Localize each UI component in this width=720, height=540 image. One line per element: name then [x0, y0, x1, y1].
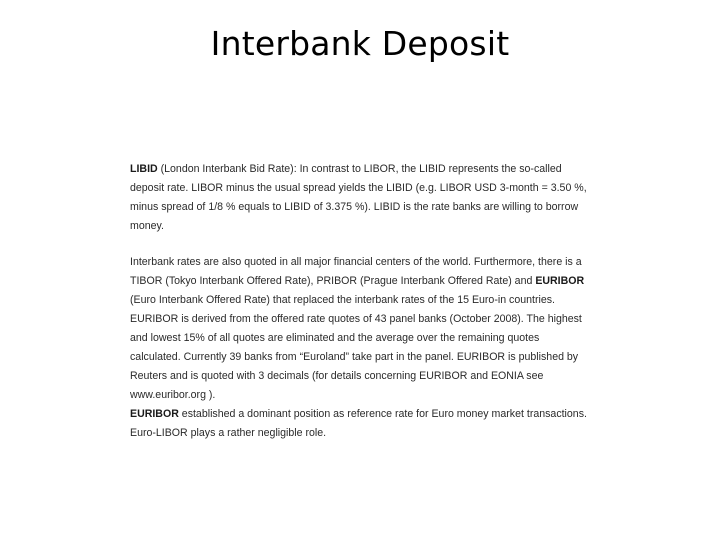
euribor-description: (Euro Interbank Offered Rate) that replaced the interbank rates of the 15 Euro-in countries. EURIBOR is derived from the offered rate quotes of 43 panel banks (October 2008). The highest and lowest 15% of all quotes are eliminated and the average over the remaining quotes calculated. Currently 39 banks from “Euroland” take part in the panel. EURIBOR is published by Reuters and is quoted with 3 decimals (for details concerning EURIBOR and EONIA see www.euribor.org ). [130, 294, 582, 401]
interbank-rates-intro: Interbank rates are also quoted in all major financial centers of the world. Furthermore, there is a TIBOR (Tokyo Interbank Offered Rate), PRIBOR (Prague Interbank Offered Rate) and [130, 256, 582, 287]
slide-content [130, 160, 590, 443]
libid-paragraph [130, 160, 590, 236]
interbank-rates-paragraph [130, 253, 590, 405]
euribor-dominance-text: established a dominant position as reference rate for Euro money market transactions. Euro-LIBOR plays a rather negligible role. [130, 408, 587, 439]
libid-definition: (London Interbank Bid Rate): In contrast to LIBOR, the LIBID represents the so-called deposit rate. LIBOR minus the usual spread yields the LIBID (e.g. LIBOR USD 3-month = 3.50 %, minus spread of 1/8 % equals to LIBID of 3.375 %). LIBID is the rate banks are willing to borrow money. [130, 163, 587, 232]
euribor-term: EURIBOR [535, 275, 585, 287]
euribor-term-second: EURIBOR [130, 408, 179, 420]
euribor-dominance-paragraph [130, 405, 590, 443]
libid-term: LIBID [130, 163, 158, 175]
slide-title: Interbank Deposit [210, 24, 510, 63]
